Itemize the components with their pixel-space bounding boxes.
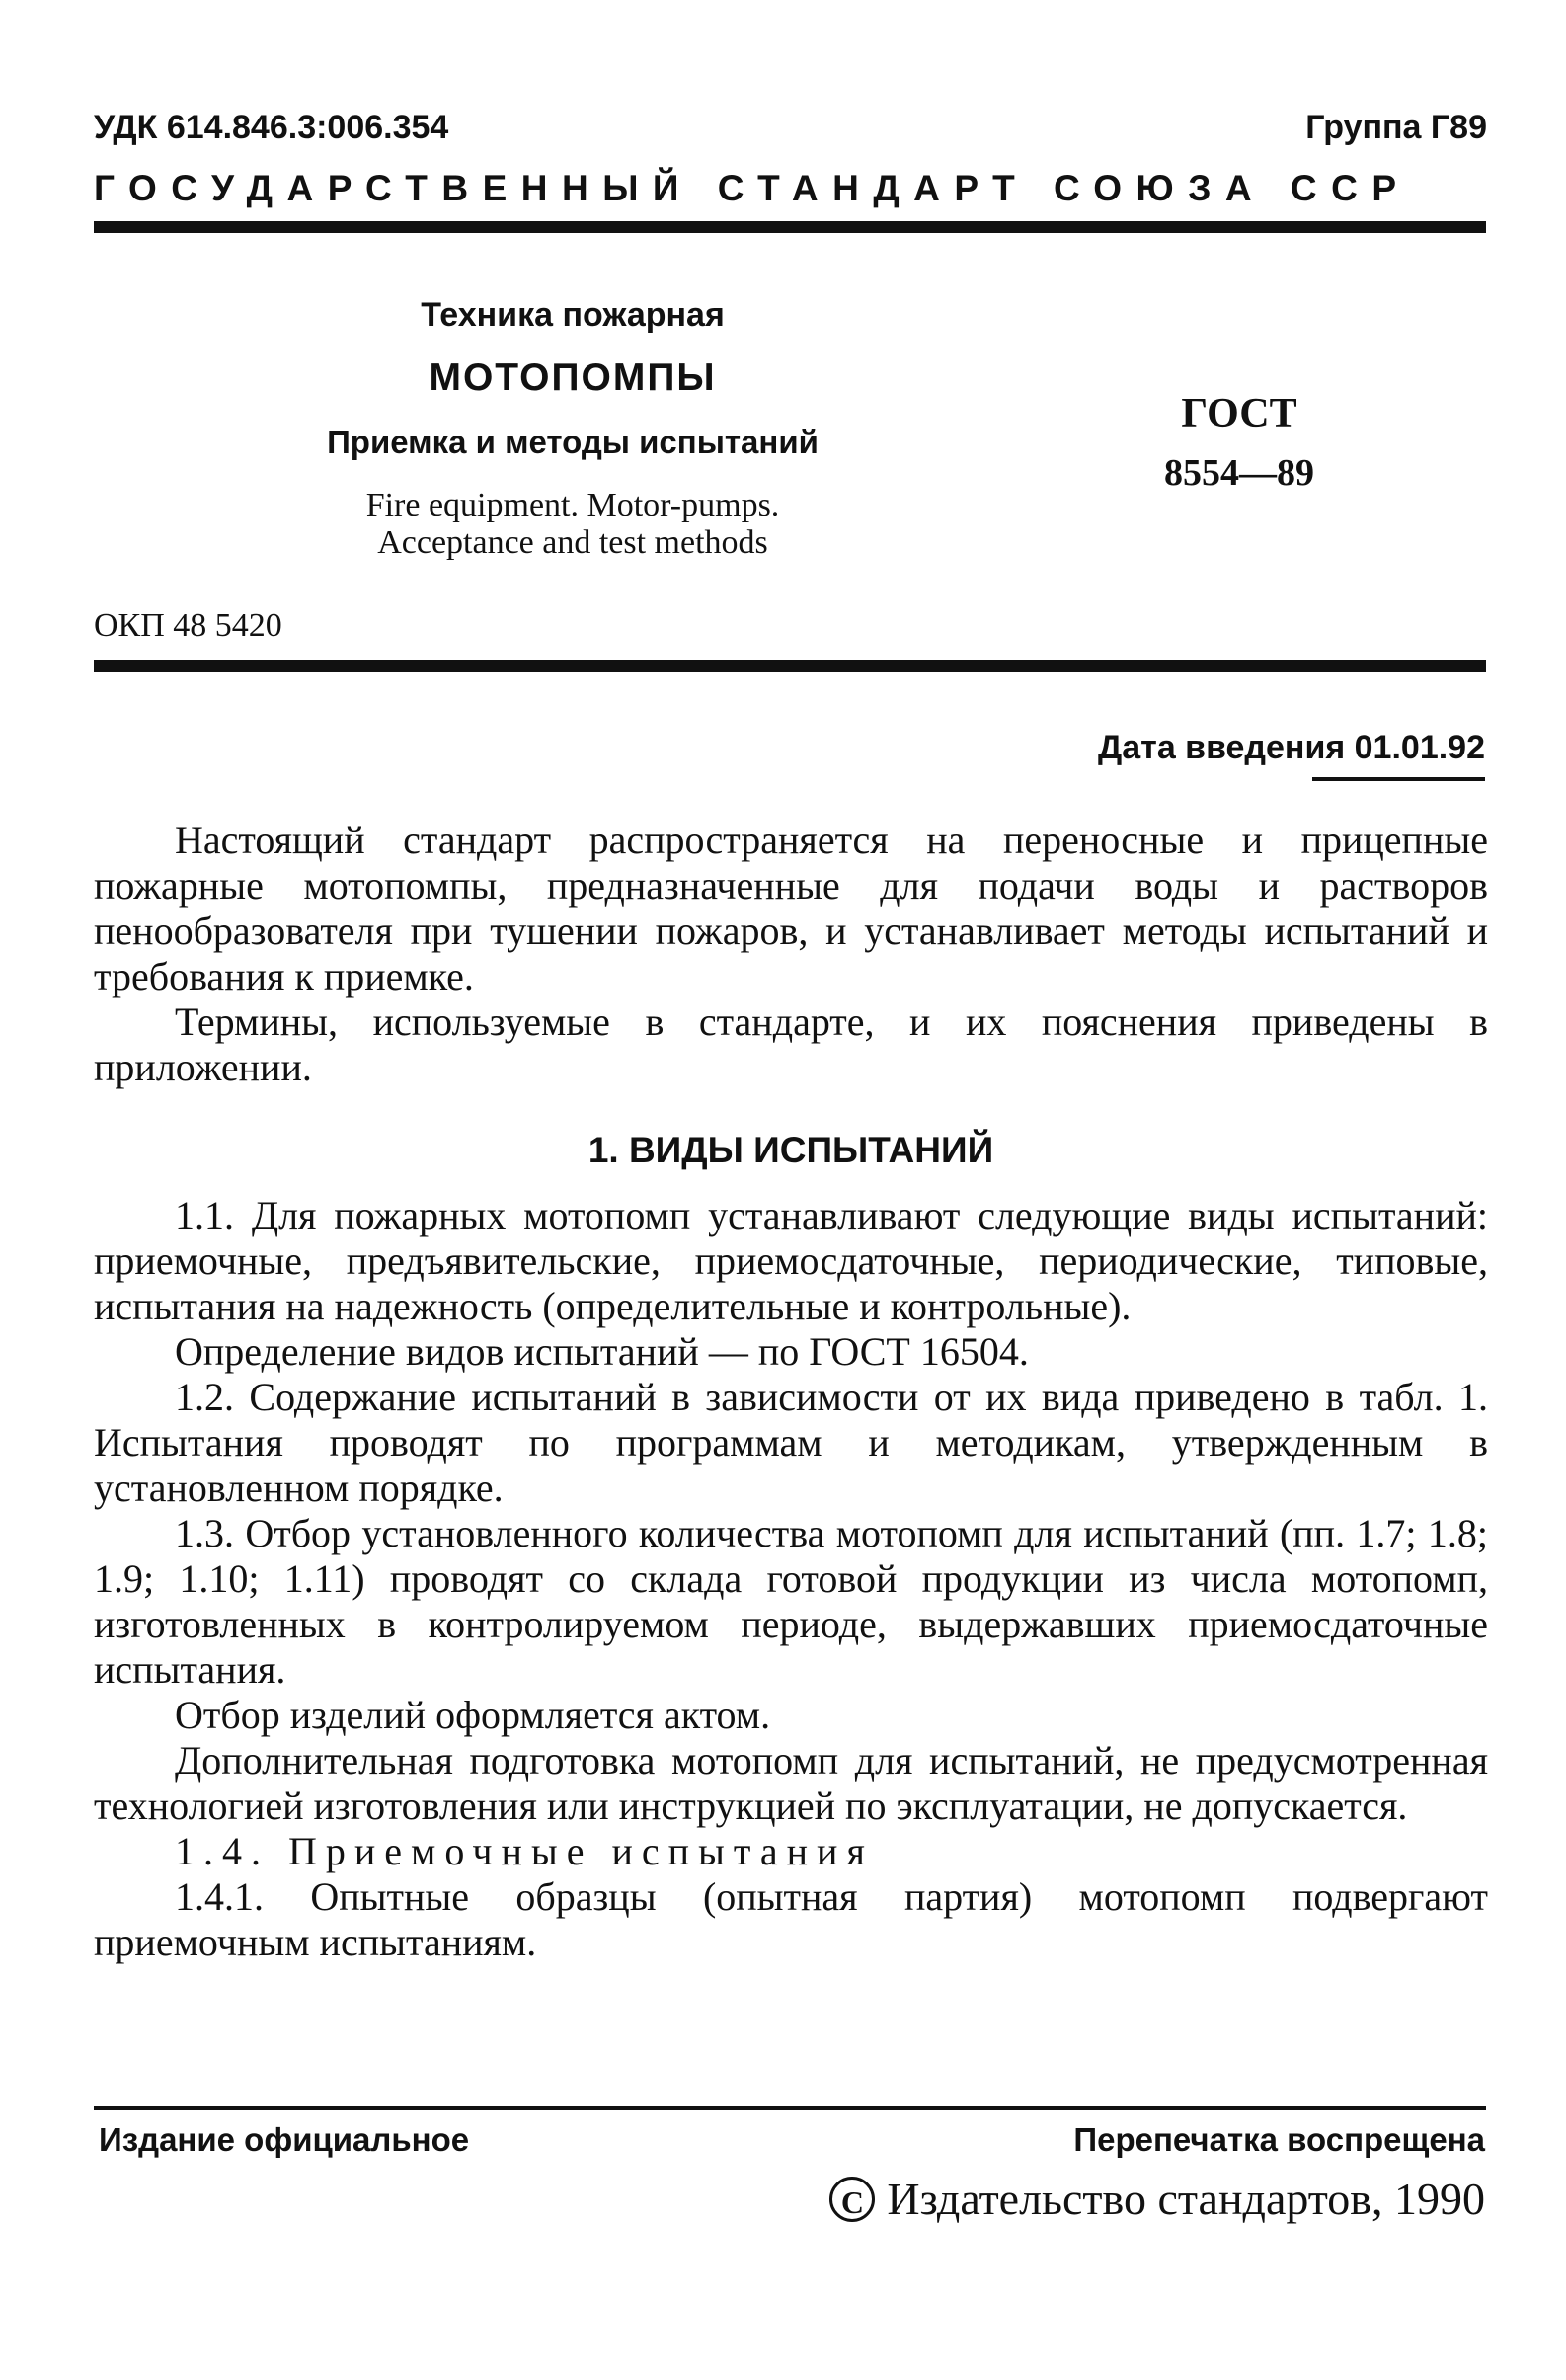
paragraph-1-4: 1.4. Приемочные испытания bbox=[175, 1829, 874, 1873]
paragraph-1-2: 1.2. Содержание испытаний в зависимости от их вида приведено в табл. 1. Испытания проводят по программам и методикам, утвержденным в установленном порядке. bbox=[94, 1375, 1488, 1510]
publisher-label: Издательство стандартов, 1990 bbox=[887, 2174, 1485, 2224]
title-line-1: Техника пожарная bbox=[421, 296, 725, 334]
title-line-2: МОТОПОМПЫ bbox=[429, 357, 717, 399]
footer-rule bbox=[94, 2106, 1486, 2110]
date-underline bbox=[1312, 777, 1485, 781]
section-heading-1: 1. ВИДЫ ИСПЫТАНИЙ bbox=[587, 1130, 994, 1170]
state-standard-heading: ГОСУДАРСТВЕННЫЙ СТАНДАРТ СОЮЗА ССР bbox=[94, 168, 1411, 208]
paragraph-1-3-preparation: Дополнительная подготовка мотопомп для испытаний, не предусмотренная технологией изготовления или инструкцией по эксплуатации, не допускается. bbox=[94, 1738, 1488, 1828]
paragraph-1-1-definition: Определение видов испытаний — по ГОСТ 16504. bbox=[175, 1329, 1029, 1374]
okp-code: ОКП 48 5420 bbox=[94, 607, 282, 644]
copyright-icon: C bbox=[829, 2177, 875, 2222]
gost-word: ГОСТ bbox=[1181, 391, 1297, 436]
body-text bbox=[94, 818, 1488, 1965]
title-line-3: Приемка и методы испытаний bbox=[327, 424, 819, 460]
gost-block bbox=[1126, 390, 1353, 495]
reprint-prohibited-label: Перепечатка воспрещена bbox=[1073, 2121, 1485, 2158]
paragraph-terms: Термины, используемые в стандарте, и их пояснения приведены в приложении. bbox=[94, 999, 1488, 1089]
paragraph-1-1: 1.1. Для пожарных мотопомп устанавливают следующие виды испытаний: приемочные, предъявительские, приемосдаточные, периодические, типовые, испытания на надежность (определительные и контрольные). bbox=[94, 1193, 1488, 1328]
udc-code: УДК 614.846.3:006.354 bbox=[94, 109, 449, 146]
copyright-line bbox=[829, 2173, 1485, 2225]
paragraph-1-3-act: Отбор изделий оформляется актом. bbox=[175, 1693, 771, 1737]
english-title-1: Fire equipment. Motor-pumps. bbox=[365, 487, 780, 523]
english-title-2: Acceptance and test methods bbox=[377, 524, 768, 562]
paragraph-1-3: 1.3. Отбор установленного количества мотопомп для испытаний (пп. 1.7; 1.8; 1.9; 1.10; 1.11) проводят со склада готовой продукции из числа мотопомп, изготовленных в контролируемом периоде, выдержавших приемосдаточные испытания. bbox=[94, 1511, 1488, 1692]
gost-number: 8554—89 bbox=[1164, 452, 1314, 494]
introduction-date: Дата введения 01.01.92 bbox=[1098, 729, 1485, 766]
official-edition-label: Издание официальное bbox=[99, 2121, 470, 2158]
header-rule bbox=[94, 221, 1486, 233]
okp-rule bbox=[94, 660, 1486, 672]
group-code: Группа Г89 bbox=[1305, 109, 1487, 146]
title-block bbox=[296, 296, 849, 562]
paragraph-1-4-1: 1.4.1. Опытные образцы (опытная партия) мотопомп подвергают приемочным испытаниям. bbox=[94, 1874, 1488, 1964]
paragraph-scope: Настоящий стандарт распространяется на переносные и прицепные пожарные мотопомпы, предназначенные для подачи воды и растворов пенообразователя при тушении пожаров, и устанавливает методы испытаний и требования к приемке. bbox=[94, 818, 1488, 998]
